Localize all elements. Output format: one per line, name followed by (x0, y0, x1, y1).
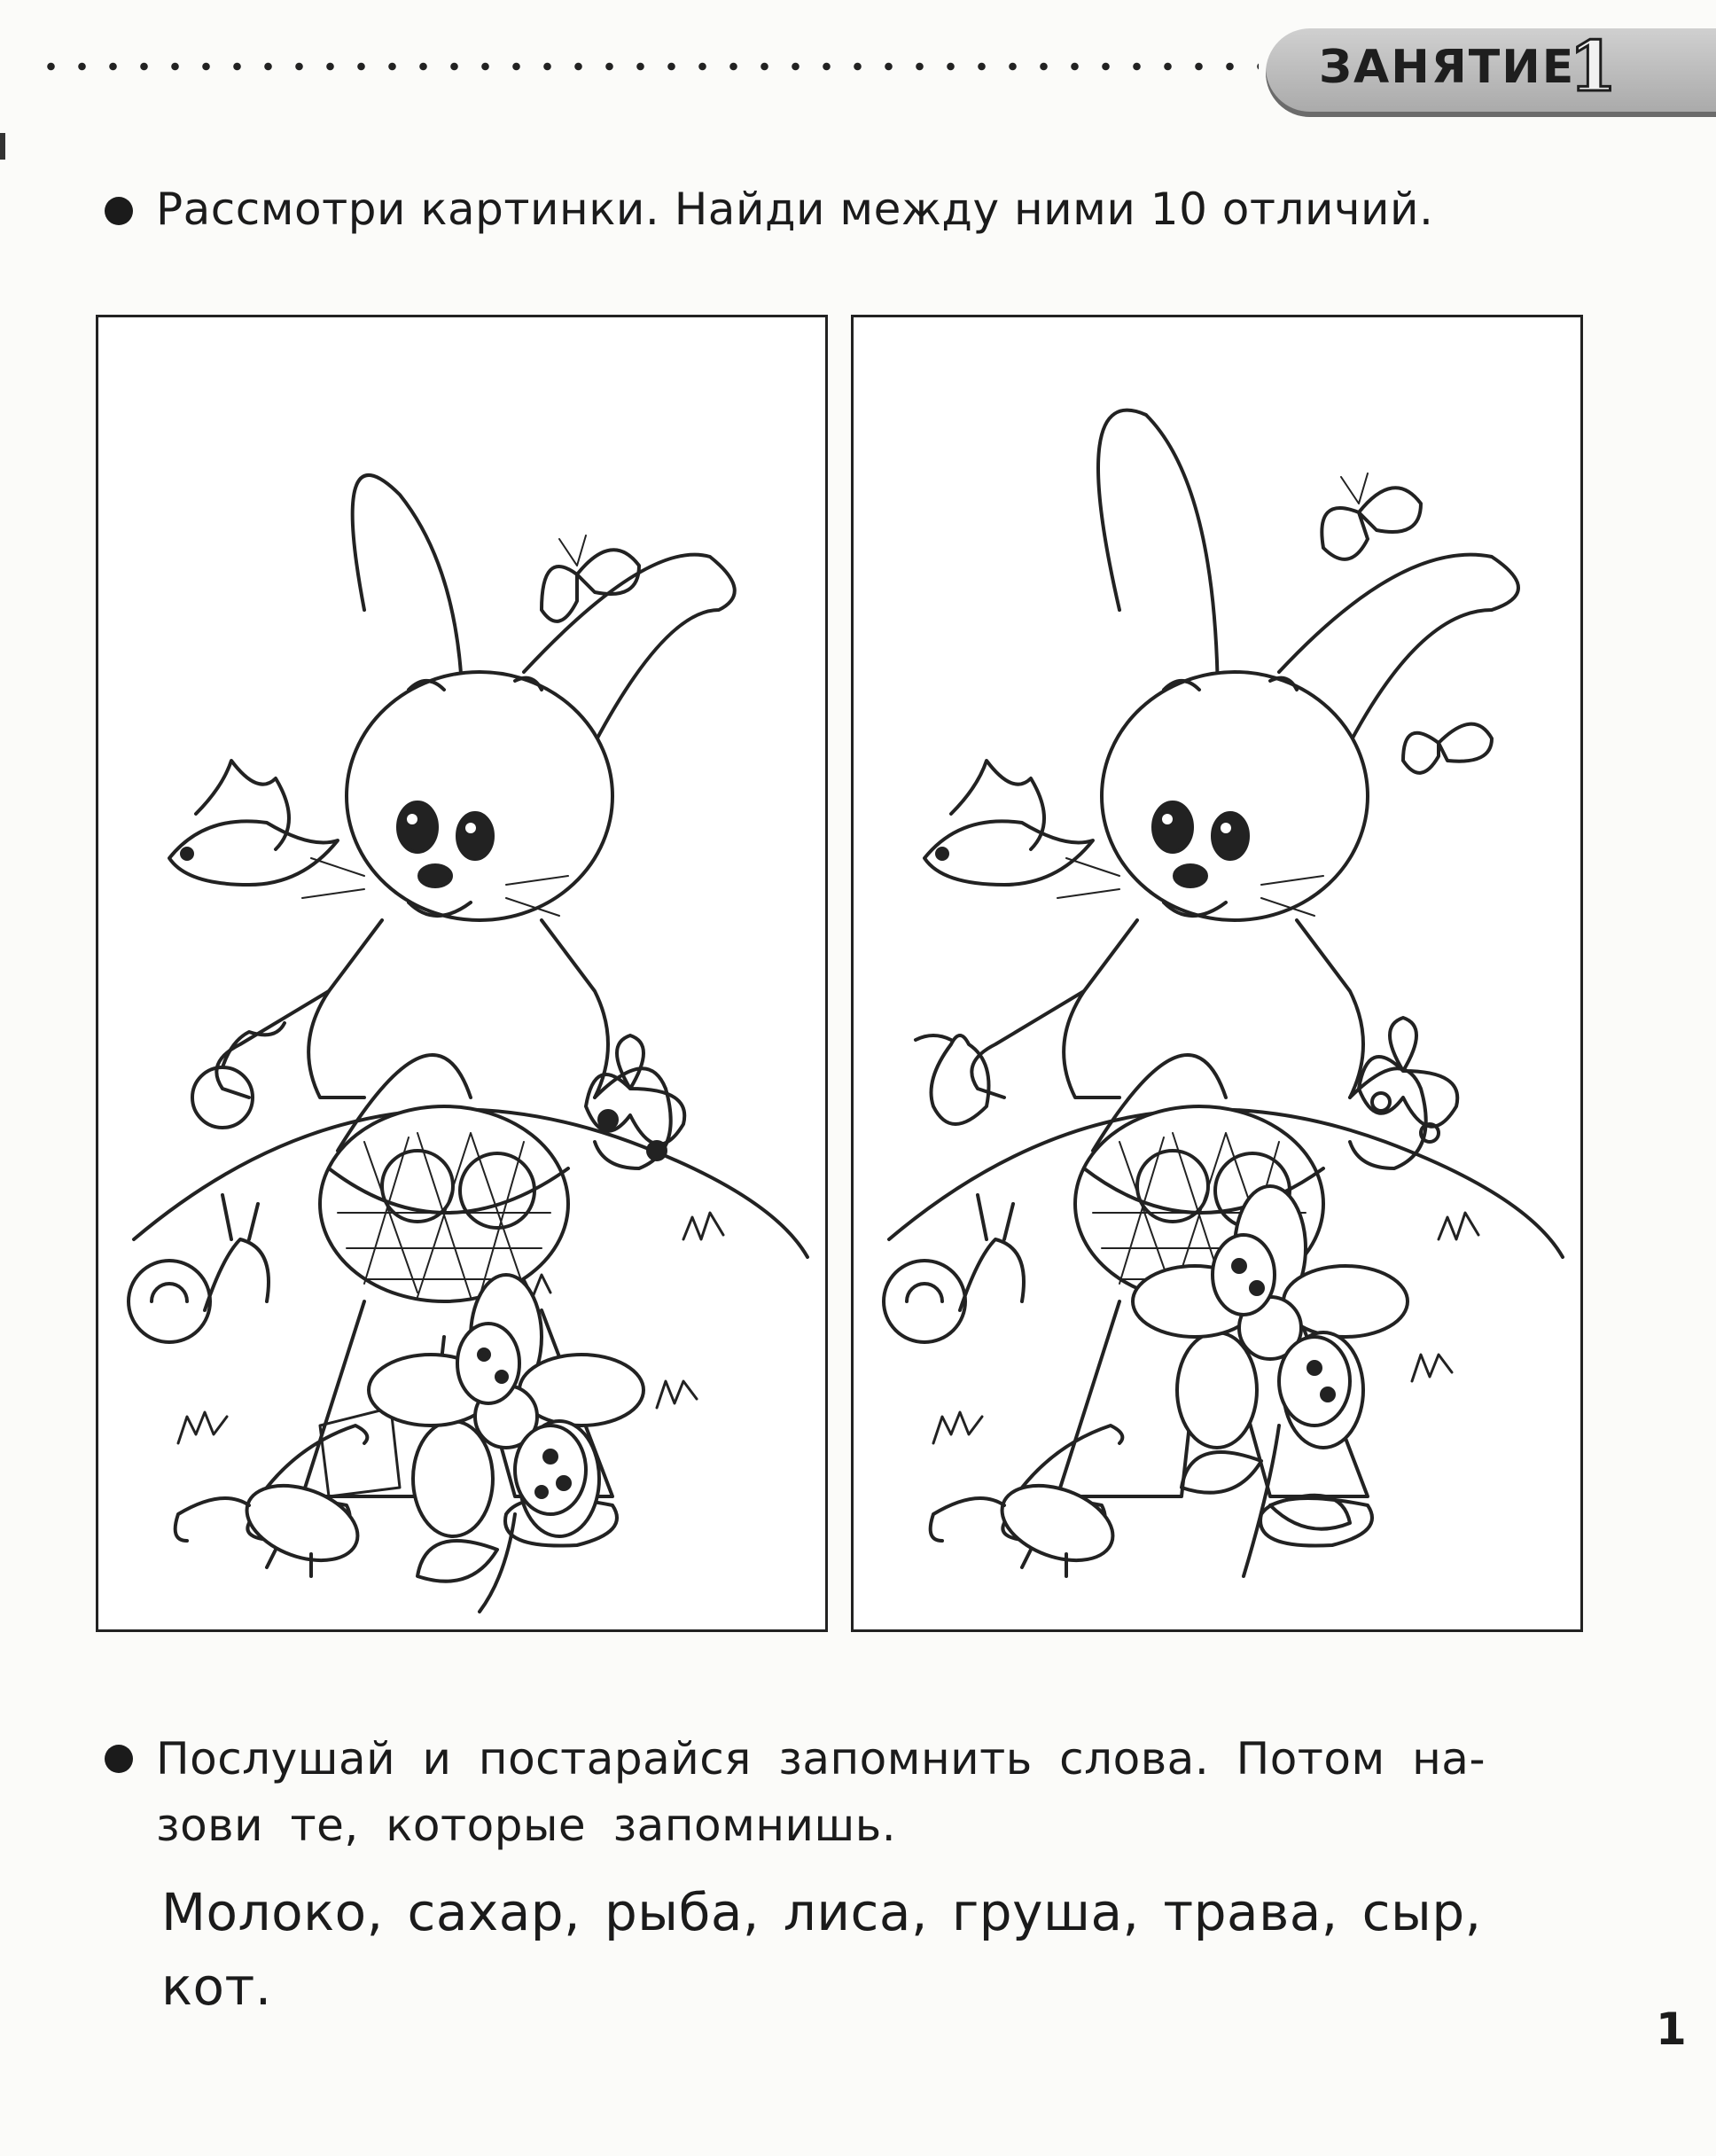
lesson-label: ЗАНЯТИЕ (1319, 41, 1576, 94)
bullet-icon (105, 197, 133, 225)
picture-left[interactable] (96, 315, 828, 1632)
word-list-line2: кот. (161, 1957, 272, 2017)
lesson-number: 1 (1569, 27, 1618, 107)
bunny-picture-right (854, 317, 1580, 1629)
word-list-line1: Молоко, сахар, рыба, лиса, груша, трава, сыр, (161, 1882, 1482, 1942)
bunny-picture-left (98, 317, 825, 1629)
bullet-icon (105, 1745, 133, 1773)
page-number: 1 (1656, 2004, 1687, 2055)
margin-mark (0, 133, 5, 160)
dotted-rule (35, 62, 1259, 71)
picture-right[interactable] (851, 315, 1583, 1632)
task-instruction-2-line1: Послушай и постарайся запомнить слова. Потом на- (156, 1733, 1486, 1785)
task-instruction-2-line2: зови те, которые запомнишь. (156, 1800, 897, 1851)
task-instruction-1: Рассмотри картинки. Найди между ними 10 отличий. (156, 184, 1434, 235)
